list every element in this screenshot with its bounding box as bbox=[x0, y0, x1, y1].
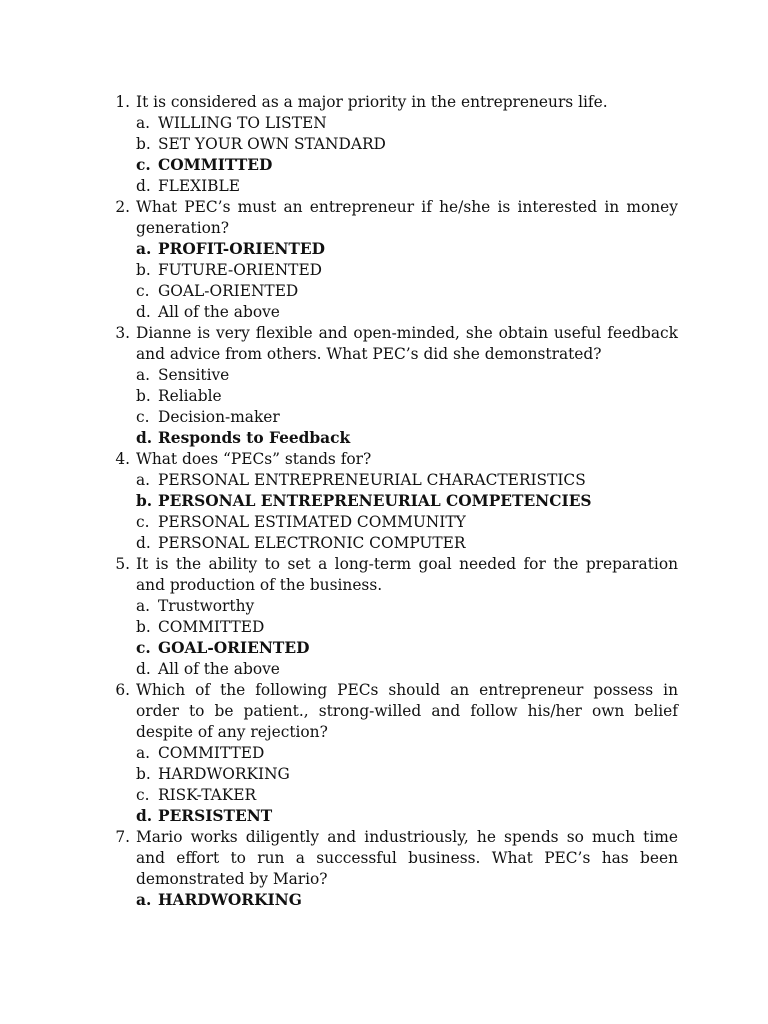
option-letter: c. bbox=[136, 408, 150, 426]
option-letter: b. bbox=[136, 492, 153, 510]
option-item bbox=[136, 764, 678, 785]
option-item bbox=[136, 302, 678, 323]
option-text: RISK-TAKER bbox=[158, 786, 257, 804]
option-text: PERSONAL ENTREPRENEURIAL COMPETENCIES bbox=[158, 492, 592, 510]
question-number: 4. bbox=[115, 450, 130, 468]
option-letter: a. bbox=[136, 891, 152, 909]
question-number: 3. bbox=[115, 324, 130, 342]
option-list bbox=[136, 470, 678, 554]
option-letter: d. bbox=[136, 177, 151, 195]
option-list bbox=[136, 890, 678, 911]
option-item-correct bbox=[136, 806, 678, 827]
option-text: FUTURE-ORIENTED bbox=[158, 261, 323, 279]
option-text: HARDWORKING bbox=[158, 765, 290, 783]
question-item bbox=[106, 827, 678, 911]
option-letter: a. bbox=[136, 597, 151, 615]
option-item bbox=[136, 743, 678, 764]
option-letter: a. bbox=[136, 471, 151, 489]
option-list bbox=[136, 113, 678, 197]
option-text: PERSISTENT bbox=[158, 807, 273, 825]
option-letter: c. bbox=[136, 513, 150, 531]
option-letter: b. bbox=[136, 261, 151, 279]
option-text: All of the above bbox=[158, 660, 280, 678]
option-text: GOAL-ORIENTED bbox=[158, 639, 310, 657]
question-item bbox=[106, 554, 678, 680]
option-item-correct bbox=[136, 890, 678, 911]
option-letter: c. bbox=[136, 786, 150, 804]
option-letter: b. bbox=[136, 135, 151, 153]
question-number: 7. bbox=[115, 828, 130, 846]
option-text: COMMITTED bbox=[158, 618, 265, 636]
option-item-correct bbox=[136, 491, 678, 512]
option-letter: c. bbox=[136, 282, 150, 300]
option-letter: d. bbox=[136, 534, 151, 552]
option-letter: d. bbox=[136, 303, 151, 321]
option-list bbox=[136, 596, 678, 680]
option-letter: d. bbox=[136, 807, 153, 825]
option-text: PERSONAL ESTIMATED COMMUNITY bbox=[158, 513, 466, 531]
option-letter: b. bbox=[136, 387, 151, 405]
question-item bbox=[106, 197, 678, 323]
option-letter: b. bbox=[136, 765, 151, 783]
option-text: HARDWORKING bbox=[158, 891, 302, 909]
question-item bbox=[106, 323, 678, 449]
option-item bbox=[136, 785, 678, 806]
option-text: SET YOUR OWN STANDARD bbox=[158, 135, 386, 153]
question-number: 6. bbox=[115, 681, 130, 699]
option-text: Sensitive bbox=[158, 366, 230, 384]
option-letter: d. bbox=[136, 429, 153, 447]
option-text: PERSONAL ELECTRONIC COMPUTER bbox=[158, 534, 466, 552]
option-letter: a. bbox=[136, 744, 151, 762]
question-text: What does “PECs” stands for? bbox=[136, 450, 372, 468]
question-text: Which of the following PECs should an entrepreneur possess in order to be patient., strong-willed and follow his/her own belief despite of any rejection? bbox=[136, 681, 678, 741]
option-letter: a. bbox=[136, 366, 151, 384]
question-text: It is the ability to set a long-term goal needed for the preparation and production of the business. bbox=[136, 555, 678, 594]
question-item bbox=[106, 680, 678, 827]
option-text: All of the above bbox=[158, 303, 280, 321]
option-list bbox=[136, 365, 678, 449]
option-letter: c. bbox=[136, 156, 151, 174]
option-item bbox=[136, 617, 678, 638]
option-text: Decision-maker bbox=[158, 408, 280, 426]
question-item bbox=[106, 92, 678, 197]
option-item bbox=[136, 365, 678, 386]
option-item-correct bbox=[136, 239, 678, 260]
option-letter: d. bbox=[136, 660, 151, 678]
option-item bbox=[136, 176, 678, 197]
option-item bbox=[136, 533, 678, 554]
option-text: WILLING TO LISTEN bbox=[158, 114, 327, 132]
question-list bbox=[106, 92, 678, 911]
option-item-correct bbox=[136, 638, 678, 659]
option-text: PROFIT-ORIENTED bbox=[158, 240, 325, 258]
question-text: Mario works diligently and industriously, he spends so much time and effort to run a successful business. What PEC’s has been demonstrated by Mario? bbox=[136, 828, 678, 888]
option-text: Responds to Feedback bbox=[158, 429, 351, 447]
option-item bbox=[136, 281, 678, 302]
option-item bbox=[136, 113, 678, 134]
option-text: Trustworthy bbox=[158, 597, 255, 615]
option-letter: c. bbox=[136, 639, 151, 657]
question-text: What PEC’s must an entrepreneur if he/she is interested in money generation? bbox=[136, 198, 678, 237]
question-number: 1. bbox=[115, 93, 130, 111]
option-letter: b. bbox=[136, 618, 151, 636]
option-text: COMMITTED bbox=[158, 744, 265, 762]
option-item bbox=[136, 260, 678, 281]
option-item bbox=[136, 512, 678, 533]
option-list bbox=[136, 743, 678, 827]
option-text: PERSONAL ENTREPRENEURIAL CHARACTERISTICS bbox=[158, 471, 586, 489]
question-text: Dianne is very flexible and open-minded, she obtain useful feedback and advice from others. What PEC’s did she demonstrated? bbox=[136, 324, 678, 363]
option-text: FLEXIBLE bbox=[158, 177, 240, 195]
option-letter: a. bbox=[136, 114, 151, 132]
option-item bbox=[136, 659, 678, 680]
option-item bbox=[136, 470, 678, 491]
option-list bbox=[136, 239, 678, 323]
option-item bbox=[136, 596, 678, 617]
option-item-correct bbox=[136, 428, 678, 449]
option-text: COMMITTED bbox=[158, 156, 273, 174]
option-item bbox=[136, 407, 678, 428]
option-item bbox=[136, 134, 678, 155]
option-text: Reliable bbox=[158, 387, 222, 405]
question-item bbox=[106, 449, 678, 554]
question-text: It is considered as a major priority in the entrepreneurs life. bbox=[136, 93, 608, 111]
option-letter: a. bbox=[136, 240, 152, 258]
option-text: GOAL-ORIENTED bbox=[158, 282, 299, 300]
question-number: 5. bbox=[115, 555, 130, 573]
option-item-correct bbox=[136, 155, 678, 176]
question-number: 2. bbox=[115, 198, 130, 216]
option-item bbox=[136, 386, 678, 407]
